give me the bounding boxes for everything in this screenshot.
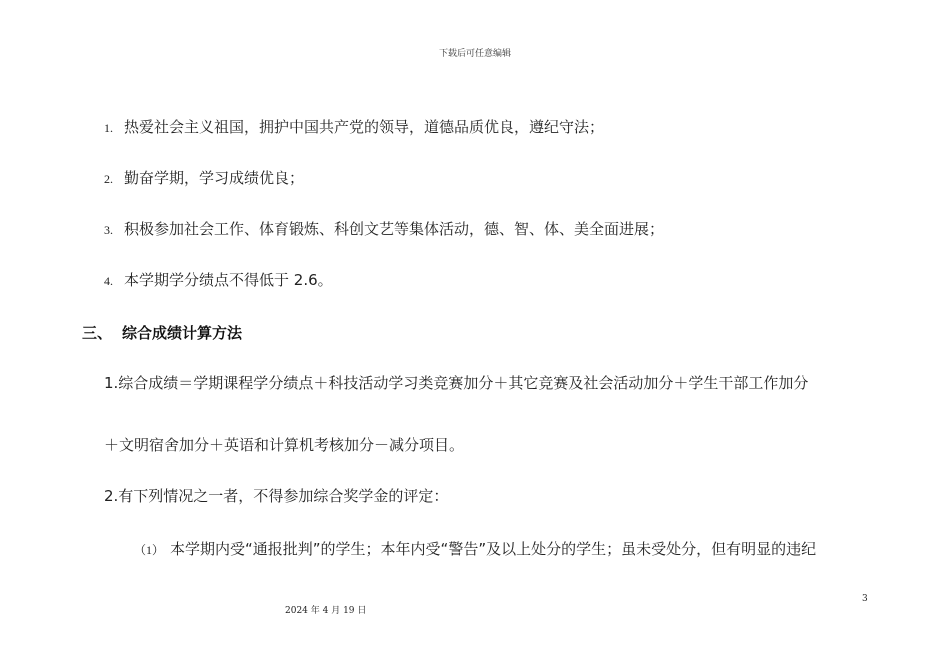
header-note: 下载后可任意编辑: [438, 49, 511, 59]
list-number: 4.: [104, 274, 113, 288]
sub-list-number: （1）: [134, 543, 165, 557]
list-text: 勤奋学期，学习成绩优良；: [124, 169, 305, 187]
sub-list-item: [134, 537, 816, 561]
sub-list-text: 本学期内受“通报批判”的学生；本年内受“警告”及以上处分的学生；虽未受处分，但有明显的违纪: [170, 540, 817, 558]
list-item: [104, 166, 304, 190]
section-number: 三、: [82, 324, 113, 342]
page-number: 3: [862, 594, 868, 604]
list-text: 积极参加社会工作、体育锻炼、科创文艺等集体活动，德、智、体、美全面进展；: [124, 220, 665, 238]
list-item: [104, 268, 333, 292]
list-number: 3.: [104, 223, 113, 237]
footer-date: 2024 年 4 月 19 日: [285, 606, 367, 616]
paragraph: ＋文明宿舍加分＋英语和计算机考核加分－减分项目。: [104, 436, 465, 454]
section-heading: [82, 320, 242, 346]
paragraph: 1.综合成绩＝学期课程学分绩点＋科技活动学习类竞赛加分＋其它竞赛及社会活动加分＋学生干部工作加分: [104, 374, 809, 392]
list-item: [104, 115, 604, 139]
list-text: 热爱社会主义祖国，拥护中国共产党的领导，道德品质优良，遵纪守法；: [124, 118, 605, 136]
list-number: 2.: [104, 172, 113, 186]
section-title: 综合成绩计算方法: [122, 324, 243, 342]
list-text: 本学期学分绩点不得低于 2.6。: [124, 271, 333, 289]
list-item: [104, 217, 664, 241]
list-number: 1.: [104, 121, 113, 135]
paragraph: 2.有下列情况之一者，不得参加综合奖学金的评定：: [104, 487, 449, 505]
